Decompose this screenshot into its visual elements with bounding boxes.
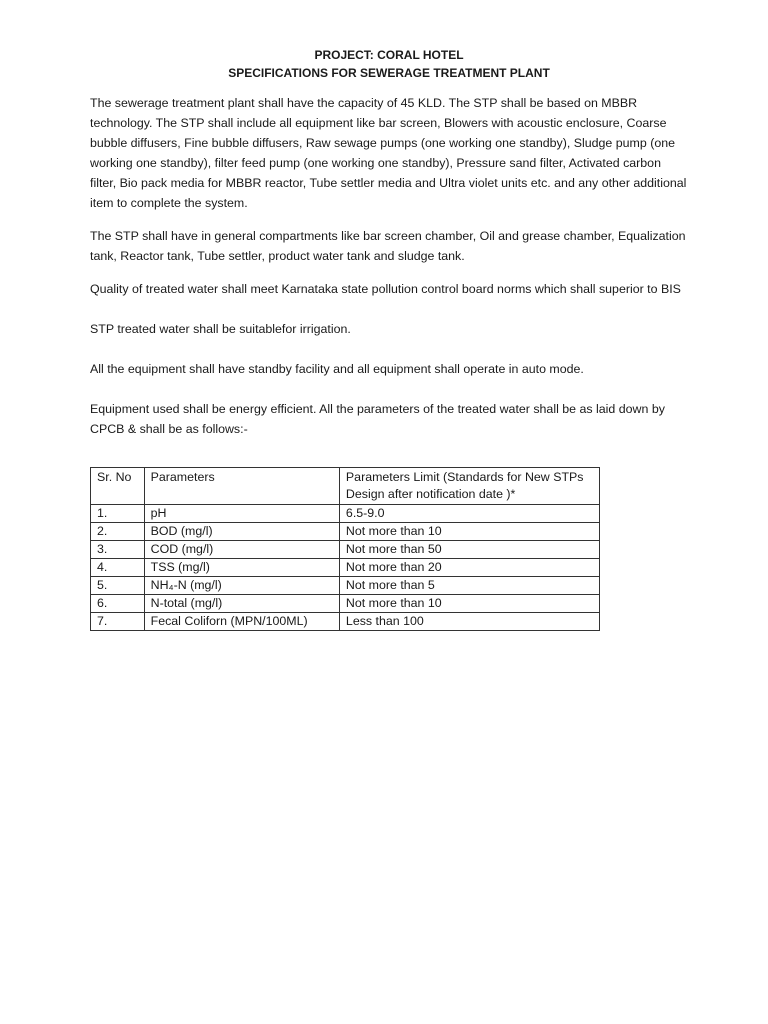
table-row — [91, 577, 600, 595]
cell-sr-no: 2. — [91, 523, 145, 541]
cell-sr-no: 3. — [91, 541, 145, 559]
table-row — [91, 505, 600, 523]
parameters-table — [90, 467, 600, 631]
paragraph-compartments: The STP shall have in general compartments like bar screen chamber, Oil and grease chamber, Equalization tank, Reactor tank, Tube settler, product water tank and sludge tank. — [90, 229, 686, 263]
table-row — [91, 523, 600, 541]
paragraph-capacity: The sewerage treatment plant shall have the capacity of 45 KLD. The STP shall be based on MBBR technology. The STP shall include all equipment like bar screen, Blowers with acoustic enclosure, Coarse bubble diffusers, Fine bubble diffusers, Raw sewage pumps (one working one standby), Sludge pump (one working one standby), filter feed pump (one working one standby), Pressure sand filter, Activated carbon filter, Bio pack media for MBBR reactor, Tube settler media and Ultra violet units etc. and any other additional item to complete the system. — [90, 96, 687, 210]
cell-limit: Not more than 5 — [339, 577, 599, 595]
table-row — [91, 595, 600, 613]
spec-title: SPECIFICATIONS FOR SEWERAGE TREATMENT PLANT — [228, 66, 550, 80]
cell-parameter: TSS (mg/l) — [144, 559, 339, 577]
document-title-block — [90, 46, 688, 82]
table-row — [91, 541, 600, 559]
paragraph-quality: Quality of treated water shall meet Karnataka state pollution control board norms which shall superior to BIS — [90, 282, 681, 296]
cell-limit: Less than 100 — [339, 613, 599, 631]
table-row — [91, 559, 600, 577]
project-title: PROJECT: CORAL HOTEL — [314, 48, 464, 62]
cell-limit: Not more than 50 — [339, 541, 599, 559]
cell-parameter: Fecal Coliforn (MPN/100ML) — [144, 613, 339, 631]
header-parameters-limit: Parameters Limit (Standards for New STPs Design after notification date )* — [339, 468, 599, 505]
cell-parameter: NH₄-N (mg/l) — [144, 577, 339, 595]
header-sr-no: Sr. No — [91, 468, 145, 505]
cell-limit: Not more than 20 — [339, 559, 599, 577]
cell-sr-no: 5. — [91, 577, 145, 595]
cell-parameter: BOD (mg/l) — [144, 523, 339, 541]
cell-sr-no: 7. — [91, 613, 145, 631]
cell-parameter: pH — [144, 505, 339, 523]
cell-limit: Not more than 10 — [339, 595, 599, 613]
paragraph-standby: All the equipment shall have standby facility and all equipment shall operate in auto mode. — [90, 362, 584, 376]
header-parameters: Parameters — [144, 468, 339, 505]
table-header-row — [91, 468, 600, 505]
cell-parameter: COD (mg/l) — [144, 541, 339, 559]
cell-sr-no: 6. — [91, 595, 145, 613]
table-row — [91, 613, 600, 631]
cell-sr-no: 4. — [91, 559, 145, 577]
cell-limit: 6.5-9.0 — [339, 505, 599, 523]
cell-limit: Not more than 10 — [339, 523, 599, 541]
paragraph-energy: Equipment used shall be energy efficient. All the parameters of the treated water shall be as laid down by CPCB & shall be as follows:- — [90, 402, 665, 436]
paragraph-irrigation: STP treated water shall be suitablefor irrigation. — [90, 322, 351, 336]
cell-sr-no: 1. — [91, 505, 145, 523]
cell-parameter: N-total (mg/l) — [144, 595, 339, 613]
